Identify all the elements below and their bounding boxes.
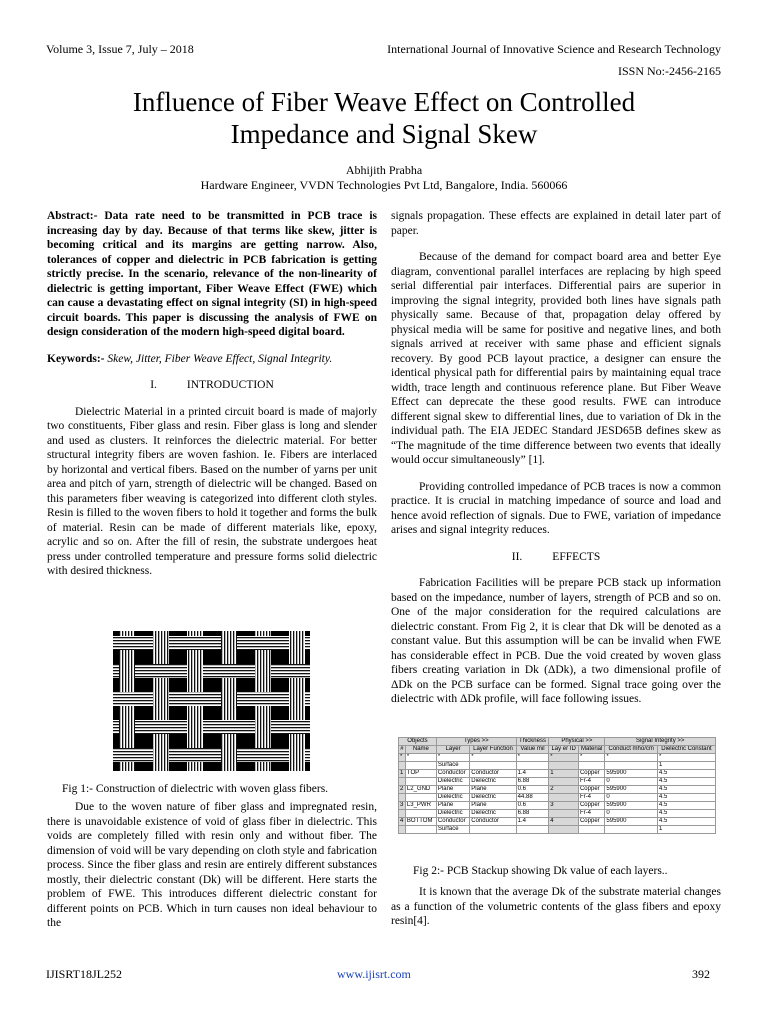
table-cell: 4.5 <box>657 794 715 802</box>
table-cell: 4.5 <box>657 786 715 794</box>
table-cell: 595900 <box>605 818 658 826</box>
group-header: Thickness <box>516 738 549 746</box>
table-cell: Plane <box>470 802 516 810</box>
table-cell: 6.88 <box>516 778 549 786</box>
table-cell <box>399 810 406 818</box>
table-row <box>399 762 716 770</box>
table-cell: 595900 <box>605 786 658 794</box>
table-cell: * <box>436 754 469 762</box>
author: Abhijith Prabha <box>345 163 423 177</box>
horizontal-fiber-segment <box>113 720 119 734</box>
table-cell <box>549 810 579 818</box>
table-cell: 1 <box>549 770 579 778</box>
table-cell: Copper <box>578 786 604 794</box>
table-cell: 4.5 <box>657 778 715 786</box>
paper-id: IJISRT18JL252 <box>46 967 122 981</box>
table-cell <box>405 794 436 802</box>
table-group-header-row <box>399 738 716 746</box>
table-cell: * <box>399 754 406 762</box>
table-cell <box>405 810 436 818</box>
keywords <box>47 352 377 367</box>
table-cell <box>405 762 436 770</box>
table-cell: 3 <box>549 802 579 810</box>
column-header: Layer <box>436 746 469 754</box>
table-cell <box>399 826 406 834</box>
intro-paragraph-1: Dielectric Material in a printed circuit board is made of majorly two constituents, Fiber glass and resin. Fiber glass is long and slender and used as clusters. It reinforces the dielectric material. For better structural integrity fibers are woven fashion. Ie. Fibers are interlaced by horizontal and vertical fibers. Based on the number of yarns per unit area and pitch of yarn, strength of dielectric will be changed. Based on this parameters fiber weaving is categorized into different cloth styles. Resin is filled to the woven fibers to hold it together and forms the bulk of material. Resin can be made of different materials like, epoxy, acrylic and so on. After the fill of resin, the substrate undergoes heat press under controlled temperature and pressure forms solid dielectric with desired thickness. <box>47 405 377 577</box>
abstract: Abstract:- Data rate need to be transmitted in PCB trace is increasing day by day. Because of that terms like skew, jitter is becoming critical and its margins are getting narrow. Also, tolerances of copper and dielectric in PCB fabrication is getting strictly precise. In the scenario, relevance of the non-linearity of dielectric is getting important, Fiber Weave Effect (FWE) which can cause a devastating effect on signal integrity (SI) in high-speed circuit boards. This paper is discussing the analysis of FWE on design consideration of the modern high-speed digital board. <box>47 210 377 338</box>
table-cell: BOTTOM <box>405 818 436 826</box>
horizontal-fiber-segment <box>271 664 305 678</box>
horizontal-fiber-segment <box>271 748 289 762</box>
horizontal-fiber-segment <box>305 636 310 650</box>
horizontal-fiber-segment <box>305 692 310 706</box>
group-header: Signal Integrity >> <box>605 738 716 746</box>
table-cell <box>405 778 436 786</box>
table-cell: Surface <box>436 762 469 770</box>
group-header: Types >> <box>436 738 516 746</box>
table-cell: 1 <box>657 762 715 770</box>
section-title: INTRODUCTION <box>186 379 274 391</box>
paper-title <box>40 86 728 150</box>
table-cell <box>399 778 406 786</box>
effects-paragraph-1: Fabrication Facilities will be prepare PCB stack up information based on the impedance, number of layers, strength of PCB and so on. One of the major consideration for the required calculations are dielectric constant. From Fig 2, it is clear that Dk will be denoted as a constant value. But this assumption will be can be invalid when FWE has considerable effect in PCB. Due the void created by woven glass fibers creating variation in Dk (ΔDk), a two dimensional profile of ΔDk on the PCB surface can be formed. Signal trace going over the dielectric with ΔDk profile, will face following issues. <box>391 577 721 705</box>
horizontal-fiber-segment <box>305 664 310 678</box>
table-cell: Plane <box>470 786 516 794</box>
woven-fiber-figure <box>113 631 310 771</box>
horizontal-fiber-segment <box>203 748 221 762</box>
table-cell <box>399 794 406 802</box>
table-cell: 4 <box>399 818 406 826</box>
horizontal-fiber-segment <box>169 664 187 678</box>
column-header: Value mil <box>516 746 549 754</box>
table-cell <box>605 826 658 834</box>
table-cell: * <box>405 754 436 762</box>
figure-2-caption: Fig 2:- PCB Stackup showing Dk value of each layers.. <box>413 865 668 877</box>
horizontal-fiber-segment <box>169 720 187 734</box>
affiliation: Hardware Engineer, VVDN Technologies Pvt Ltd, Bangalore, India. 560066 <box>200 178 568 192</box>
horizontal-fiber-segment <box>237 692 271 706</box>
horizontal-fiber-segment <box>271 692 289 706</box>
table-cell <box>549 762 579 770</box>
title-line-2: Impedance and Signal Skew <box>230 119 538 149</box>
table-row <box>399 810 716 818</box>
table-cell <box>578 762 604 770</box>
issn: ISSN No:-2456-2165 <box>617 64 721 78</box>
table-row <box>399 754 716 762</box>
table-cell: Conductor <box>470 770 516 778</box>
volume-issue: Volume 3, Issue 7, July – 2018 <box>46 42 194 56</box>
group-header: Physical >> <box>549 738 605 746</box>
pcb-stackup-table <box>398 737 716 834</box>
table-cell: 44.88 <box>516 794 549 802</box>
table-cell: Copper <box>578 818 604 826</box>
table-row <box>399 818 716 826</box>
table-cell: 1 <box>399 770 406 778</box>
table-cell: * <box>516 754 549 762</box>
right-column <box>391 209 721 719</box>
table-cell: 6.88 <box>516 810 549 818</box>
right-paragraph-2: Providing controlled impedance of PCB traces is now a common practice. It is crucial in matching impedance of source and load and hence avoid reflection of signals. Due to FWE, variation of impedance arises and signal integrity reduces. <box>391 480 721 536</box>
left-column-bottom <box>47 800 377 943</box>
page-number: 392 <box>692 967 710 981</box>
table-cell <box>578 826 604 834</box>
right-column-bottom <box>391 885 721 941</box>
column-header: Lay er ID <box>549 746 579 754</box>
table-cell: 0.6 <box>516 802 549 810</box>
horizontal-fiber-segment <box>237 748 271 762</box>
table-cell <box>516 762 549 770</box>
table-cell: * <box>605 754 658 762</box>
table-cell: 1 <box>657 826 715 834</box>
table-cell: Dielectric <box>470 778 516 786</box>
horizontal-fiber-segment <box>135 692 153 706</box>
table-row <box>399 826 716 834</box>
table-cell: Surface <box>436 826 469 834</box>
table-cell: Dielectric <box>436 810 469 818</box>
table-cell: 595900 <box>605 802 658 810</box>
horizontal-fiber-segment <box>135 636 153 650</box>
horizontal-fiber-segment <box>203 636 221 650</box>
table-cell: L3_PWR <box>405 802 436 810</box>
horizontal-fiber-segment <box>169 692 203 706</box>
table-cell <box>549 778 579 786</box>
table-cell <box>470 826 516 834</box>
horizontal-fiber-segment <box>271 636 289 650</box>
table-cell: Conductor <box>470 818 516 826</box>
column-header: Name <box>405 746 436 754</box>
keywords-list: Skew, Jitter, Fiber Weave Effect, Signal Integrity. <box>107 352 333 365</box>
table-cell: Fr-4 <box>578 778 604 786</box>
horizontal-fiber-segment <box>237 720 255 734</box>
right-paragraph-1: Because of the demand for compact board area and better Eye diagram, conventional parallel interfaces are replacing by high speed serial differential pair interfaces. Differential pairs are superior in improving the signal integrity, provided both lines have signals path physically same. Because of that, propagation delay offered by physical media will be same for positive and negative lines, and both signals arrived at receiver with same phase and efficient signals recovery. By good PCB layout practice, a designer can ensure the identical physical path for differential pairs by maintaining equal trace width, trace length and continuous reference plane. But Fiber Weave Effect can deprecate the these good results. FWE can introduce different signal skew to differential lines, due to variation of Dk in the individual path. The EIA JEDEC Standard JESD65B defines skew as “The magnitude of the time difference between two events that ideally would occur simultaneously” [1]. <box>391 251 721 466</box>
table-cell: 1.4 <box>516 818 549 826</box>
table-cell: Dielectric <box>470 810 516 818</box>
horizontal-fiber-segment <box>113 692 135 706</box>
title-line-1: Influence of Fiber Weave Effect on Controlled <box>132 87 636 117</box>
table-cell: Copper <box>578 770 604 778</box>
horizontal-fiber-segment <box>113 748 135 762</box>
horizontal-fiber-segment <box>203 720 237 734</box>
table-cell: Dielectric <box>470 794 516 802</box>
table-cell: 4.5 <box>657 770 715 778</box>
table-cell <box>516 826 549 834</box>
table-cell: Fr-4 <box>578 810 604 818</box>
column-header: Layer Function <box>470 746 516 754</box>
group-header: Objects <box>399 738 437 746</box>
table-cell: * <box>549 754 579 762</box>
horizontal-fiber-segment <box>135 664 169 678</box>
keywords-label: Keywords:- <box>47 352 105 365</box>
table-cell: 2 <box>549 786 579 794</box>
table-header-row <box>399 746 716 754</box>
vertical-fiber-bundle <box>153 631 169 771</box>
table-cell: 4 <box>549 818 579 826</box>
table-cell: 2 <box>399 786 406 794</box>
intro-paragraph-2: Due to the woven nature of fiber glass and impregnated resin, there is unavoidable existence of void of glass fiber in dielectric. This voids are completely filled with resin only and without fiber. The dimension of void will be vary depending on cloth style and fabrication process. Since the fiber glass and resin are entirely different substances mostly, their dielectric constant (Dk) will be different. Here starts the problem of FWE. This introduces different dielectric constant for different points on PCB. Which in turn causes non ideal behaviour to the <box>47 801 377 929</box>
horizontal-fiber-segment <box>203 692 221 706</box>
table-cell <box>549 794 579 802</box>
table-cell: Dielectric <box>436 794 469 802</box>
table-cell: TOP <box>405 770 436 778</box>
table-cell: 4.5 <box>657 818 715 826</box>
horizontal-fiber-segment <box>169 636 203 650</box>
table-cell: 0 <box>605 778 658 786</box>
horizontal-fiber-segment <box>113 636 135 650</box>
table-cell: 1.4 <box>516 770 549 778</box>
left-column <box>47 209 377 591</box>
table-row <box>399 778 716 786</box>
table-cell: Plane <box>436 802 469 810</box>
horizontal-fiber-segment <box>113 664 119 678</box>
horizontal-fiber-segment <box>135 720 169 734</box>
table-cell: Conductor <box>436 818 469 826</box>
table-cell: 0 <box>605 794 658 802</box>
horizontal-fiber-segment <box>305 720 310 734</box>
table-cell: * <box>470 754 516 762</box>
table-cell: 0 <box>605 810 658 818</box>
horizontal-fiber-segment <box>203 664 237 678</box>
table-cell: 595900 <box>605 770 658 778</box>
table-cell <box>549 826 579 834</box>
horizontal-fiber-segment <box>305 748 310 762</box>
section-heading-effects <box>391 550 721 565</box>
table-cell: * <box>578 754 604 762</box>
table-cell <box>399 762 406 770</box>
table-cell: 4.5 <box>657 810 715 818</box>
table-row <box>399 802 716 810</box>
horizontal-fiber-segment <box>237 664 255 678</box>
section-heading-introduction <box>47 378 377 393</box>
section-title: EFFECTS <box>552 550 601 563</box>
table-cell: 4.5 <box>657 802 715 810</box>
table-cell: Conductor <box>436 770 469 778</box>
table-row <box>399 794 716 802</box>
column-header: Dielectric Constant <box>657 746 715 754</box>
table-cell: Plane <box>436 786 469 794</box>
table-cell: Copper <box>578 802 604 810</box>
table-row <box>399 770 716 778</box>
figure-1-caption: Fig 1:- Construction of dielectric with woven glass fibers. <box>62 783 329 795</box>
vertical-fiber-bundle <box>221 631 237 771</box>
table-cell <box>405 826 436 834</box>
section-number: II. <box>511 550 523 563</box>
horizontal-fiber-segment <box>135 748 153 762</box>
section-number: I. <box>150 379 157 391</box>
table-cell <box>605 762 658 770</box>
horizontal-fiber-segment <box>271 720 305 734</box>
table-cell <box>470 762 516 770</box>
horizontal-fiber-segment <box>237 636 271 650</box>
right-paragraph-3: It is known that the average Dk of the substrate material changes as a function of the volumetric contents of the glass fibers and epoxy resin[4]. <box>391 886 721 927</box>
journal-url[interactable]: www.ijisrt.com <box>337 967 411 981</box>
table-cell: Fr-4 <box>578 794 604 802</box>
table-row <box>399 786 716 794</box>
table-cell: 3 <box>399 802 406 810</box>
table-cell: 0.6 <box>516 786 549 794</box>
table-cell: * <box>657 754 715 762</box>
column-header: # <box>400 746 404 752</box>
vertical-fiber-bundle <box>289 631 305 771</box>
column-header: Conduct mho/cm <box>605 746 658 754</box>
column-header: Material <box>578 746 604 754</box>
table-cell: L2_GND <box>405 786 436 794</box>
table-cell: Dielectric <box>436 778 469 786</box>
journal-name: International Journal of Innovative Science and Research Technology <box>387 42 721 56</box>
right-paragraph-0: signals propagation. These effects are explained in detail later part of paper. <box>391 210 721 237</box>
horizontal-fiber-segment <box>169 748 203 762</box>
